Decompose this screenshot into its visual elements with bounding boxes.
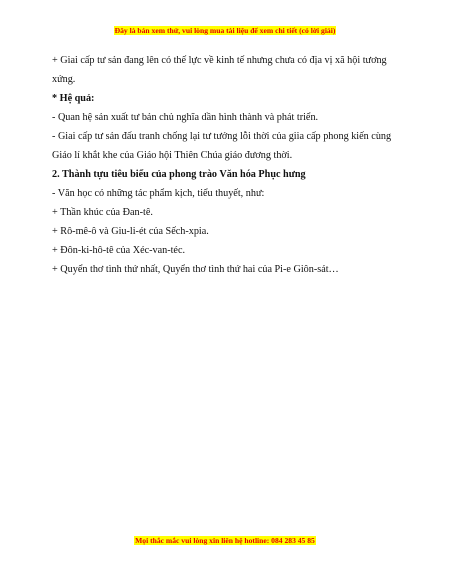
section-2-heading: 2. Thành tựu tiêu biểu của phong trào Văn hóa Phục hưng bbox=[52, 169, 306, 180]
literary-work-item: + Đôn-ki-hô-tê của Xéc-van-téc. bbox=[52, 245, 186, 256]
hotline-notice-banner bbox=[0, 536, 450, 546]
literary-work-item: + Rô-mê-ô và Giu-li-ét của Sếch-xpia. bbox=[52, 226, 209, 237]
text-line: Giáo lí khắt khe của Giáo hội Thiên Chúa giáo đương thời. bbox=[52, 150, 293, 161]
literature-intro: - Văn học có những tác phẩm kịch, tiểu thuyết, như: bbox=[52, 188, 265, 199]
consequence-item-1: - Quan hệ sản xuất tư bản chủ nghĩa dần hình thành và phát triển. bbox=[52, 112, 319, 123]
consequence-heading: * Hệ quả: bbox=[52, 93, 95, 104]
bourgeoisie-paragraph bbox=[52, 55, 402, 86]
text-line: xứng. bbox=[52, 74, 76, 85]
preview-notice-banner bbox=[0, 26, 450, 36]
literary-work-item: + Quyển thơ tình thứ nhất, Quyển thơ tình thứ hai của Pi-e Giôn-sát… bbox=[52, 264, 339, 275]
hotline-notice-text: Mọi thắc mắc vui lòng xin liên hệ hotline: 084 283 45 85 bbox=[135, 536, 315, 545]
text-line: + Giai cấp tư sản đang lên có thế lực về kinh tế nhưng chưa có địa vị xã hội tương bbox=[52, 55, 387, 66]
document-body bbox=[52, 55, 402, 283]
preview-notice-text: Đây là bản xem thử, vui lòng mua tài liệu để xem chi tiết (có lời giải) bbox=[114, 26, 336, 35]
text-line: - Giai cấp tư sản đấu tranh chống lại tư tưởng lỗi thời của giia cấp phong kiến cùng bbox=[52, 131, 392, 142]
literary-work-item: + Thần khúc của Đan-tê. bbox=[52, 207, 153, 218]
consequence-item-2 bbox=[52, 131, 402, 162]
